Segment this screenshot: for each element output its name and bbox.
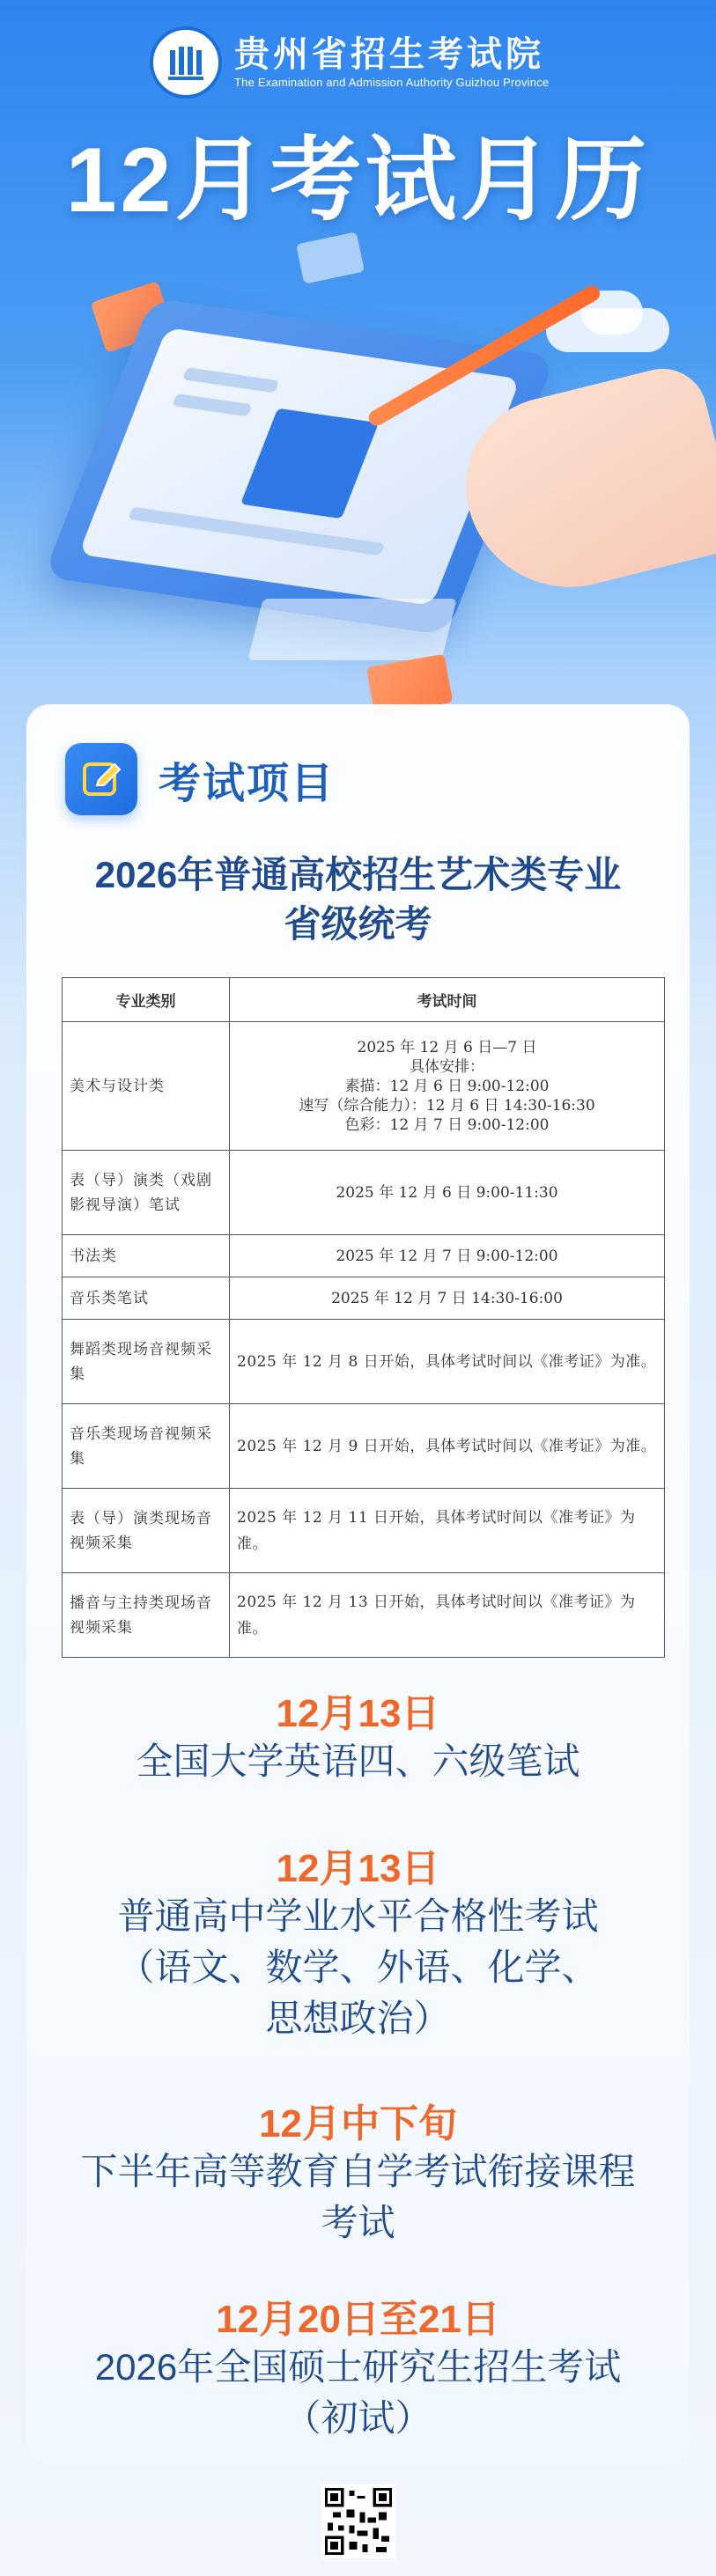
event-name-line: 2026年全国硕士研究生招生考试 bbox=[94, 2346, 622, 2388]
time-line: 素描：12 月 6 日 9:00-12:00 bbox=[344, 1077, 550, 1095]
event-name bbox=[53, 2146, 663, 2248]
table-row bbox=[63, 1573, 665, 1658]
category-cell: 播音与主持类现场音视频采集 bbox=[63, 1573, 230, 1658]
section-header bbox=[65, 743, 335, 815]
edit-icon bbox=[65, 743, 137, 815]
event-date: 12月20日至21日 bbox=[216, 2298, 500, 2341]
event-name-line: 考试 bbox=[321, 2202, 395, 2243]
table-row bbox=[63, 1277, 665, 1320]
time-cell: 2025 年 12 月 11 日开始，具体考试时间以《准考证》为准。 bbox=[230, 1489, 665, 1573]
table-row bbox=[63, 1320, 665, 1404]
table-header-row bbox=[63, 978, 665, 1022]
table-row bbox=[63, 1235, 665, 1277]
event-name-line: （初试） bbox=[284, 2397, 432, 2439]
section-title: 考试项目 bbox=[159, 760, 336, 807]
org-name-en: The Examination and Admission Authority Guizhou Province bbox=[234, 76, 550, 89]
event-name bbox=[53, 2342, 663, 2444]
time-line: 速写（综合能力）：12 月 6 日 14:30-16:30 bbox=[299, 1096, 595, 1115]
page-title: 12月考试月历 bbox=[65, 129, 651, 232]
event-name bbox=[53, 1891, 663, 2044]
exam-card bbox=[26, 704, 690, 2465]
table-row bbox=[63, 1404, 665, 1489]
time-cell bbox=[230, 1022, 665, 1151]
event-name bbox=[53, 1736, 663, 1787]
category-cell: 舞蹈类现场音视频采集 bbox=[63, 1320, 230, 1404]
event-name-line: （语文、数学、外语、化学、 bbox=[117, 1947, 599, 1988]
header-banner bbox=[0, 0, 716, 722]
time-line: 具体安排： bbox=[410, 1057, 484, 1076]
illustration-tablet-hand bbox=[53, 282, 687, 704]
time-cell: 2025 年 12 月 7 日 9:00-12:00 bbox=[230, 1235, 665, 1277]
event-name-line: 思想政治） bbox=[265, 1998, 451, 2039]
org-name-cn: 贵州省招生考试院 bbox=[234, 33, 544, 75]
category-cell: 书法类 bbox=[63, 1235, 230, 1277]
event-name-line: 全国大学英语四、六级笔试 bbox=[136, 1741, 580, 1782]
time-cell: 2025 年 12 月 13 日开始，具体考试时间以《准考证》为准。 bbox=[230, 1573, 665, 1658]
time-cell: 2025 年 12 月 6 日 9:00-11:30 bbox=[230, 1151, 665, 1235]
event-date: 12月13日 bbox=[276, 1692, 440, 1735]
category-cell: 音乐类笔试 bbox=[63, 1277, 230, 1320]
table-row bbox=[63, 1151, 665, 1235]
table-row bbox=[63, 1489, 665, 1573]
category-cell: 表（导）演类现场音视频采集 bbox=[63, 1489, 230, 1573]
art-exam-title bbox=[44, 850, 672, 949]
art-exam-title-line2: 省级统考 bbox=[284, 903, 432, 945]
category-cell: 美术与设计类 bbox=[63, 1022, 230, 1151]
event-name-line: 下半年高等教育自学考试衔接课程 bbox=[80, 2151, 636, 2192]
time-line: 色彩：12 月 7 日 9:00-12:00 bbox=[344, 1115, 550, 1134]
art-exam-table bbox=[62, 977, 665, 1658]
column-header: 考试时间 bbox=[230, 978, 665, 1022]
category-cell: 音乐类现场音视频采集 bbox=[63, 1404, 230, 1489]
event-name-line: 普通高中学业水平合格性考试 bbox=[117, 1895, 599, 1937]
time-line: 2025 年 12 月 6 日—7 日 bbox=[357, 1038, 537, 1056]
column-header: 专业类别 bbox=[63, 978, 230, 1022]
time-cell: 2025 年 12 月 9 日开始，具体考试时间以《准考证》为准。 bbox=[230, 1404, 665, 1489]
seal-icon bbox=[150, 26, 222, 99]
event-date: 12月中下旬 bbox=[259, 2102, 457, 2145]
category-cell: 表（导）演类（戏剧影视导演）笔试 bbox=[63, 1151, 230, 1235]
org-logo bbox=[150, 26, 549, 99]
time-cell: 2025 年 12 月 8 日开始，具体考试时间以《准考证》为准。 bbox=[230, 1320, 665, 1404]
event-date: 12月13日 bbox=[276, 1847, 440, 1890]
time-cell: 2025 年 12 月 7 日 14:30-16:00 bbox=[230, 1277, 665, 1320]
art-exam-title-line1: 2026年普通高校招生艺术类专业 bbox=[94, 854, 622, 895]
table-row bbox=[63, 1022, 665, 1151]
qr-code-icon bbox=[321, 2484, 395, 2558]
